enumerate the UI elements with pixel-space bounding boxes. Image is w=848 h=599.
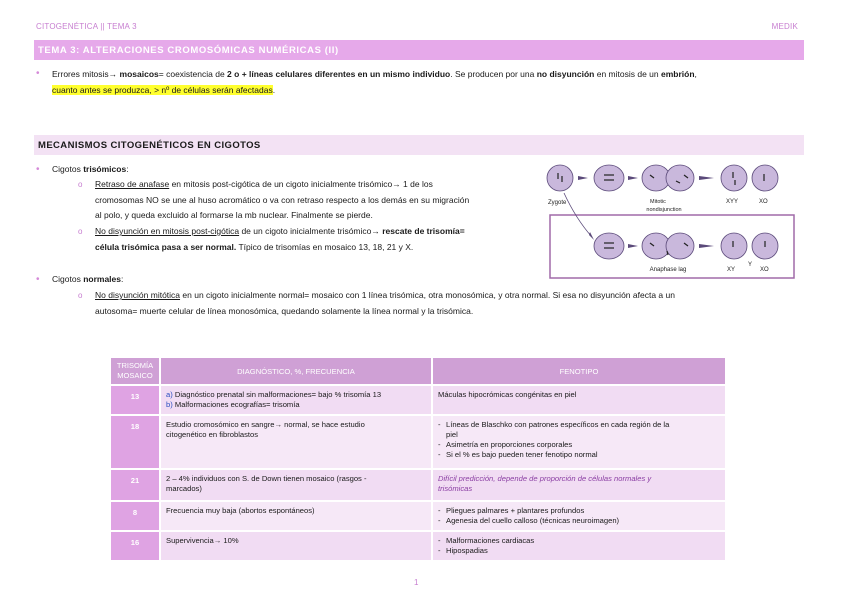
row-18-number: 18 [110,415,160,469]
header-right: MEDIK [771,22,798,31]
row-18-phenotype: - Líneas de Blaschko con patrones específicos en cada región de la piel - Asimetría en proporciones corporales - Si el % es bajo pueden tener fenotipo normal [432,415,726,469]
highlighted-text: cuanto antes se produzca, > nº de células serán afectadas [52,84,273,95]
row-13-diagnosis: a) Diagnóstico prenatal sin malformaciones= bajo % trisomía 13 b) Malformaciones ecografías= trisomía [160,385,432,415]
table-row [110,385,726,415]
mitosis-cell [594,165,624,191]
arrow-icon [628,244,638,248]
daughter-cell [721,165,747,191]
label-xyy: XYY [726,199,739,205]
daughter-cell [721,233,747,259]
row-21-number: 21 [110,469,160,501]
zygote-cell [547,165,573,191]
bullet-icon: • [36,68,40,79]
arrow-icon [589,232,594,240]
header-fenotipo: FENOTIPO [432,357,726,385]
trisomicos-label: Cigotos trisómicos: [52,164,129,174]
label-anaphase-lag: Anaphase lag [649,267,687,273]
trisomicos-item-1: Retraso de anafase en mitosis post-cigótica de un cigoto inicialmente trisómico→ 1 de los cromosomas NO se une al huso acromático o va con retraso respecto a los demás en su migración al polo, y queda excluido al formarse la mb nuclear. Finalmente se pierde. [95,179,470,220]
row-16-diagnosis: Supervivencia→ 10% [160,531,432,561]
mitosis-cell [594,233,624,259]
dividing-cell [666,165,694,191]
daughter-cell [752,165,778,191]
normales-item-1: No disyunción mitótica en un cigoto inicialmente normal= mosaico con 1 línea trisómica, otra monosómica, y otra normal. Si esa no disyunción afecta a un autosoma= muerte celular de línea monosómica, quedando solamente la línea normal y la trisómica. [95,290,675,316]
arrow-icon [628,176,638,180]
arrow-icon [699,244,714,248]
label-xo: XO [759,199,768,205]
table-header-row [110,357,726,385]
trisomicos-item-2: No disyunción en mitosis post-cigótica de un cigoto inicialmente trisómico→ rescate de trisomía= célula trisómica pasa a ser normal. Típico de trisomías en mosaico 13, 18, 21 y X. [95,226,465,252]
row-13-number: 13 [110,385,160,415]
mosaic-table [109,356,727,562]
header-diagnostico: DIAGNÓSTICO, %, FRECUENCIA [160,357,432,385]
arrow-icon [699,176,714,180]
table-row [110,469,726,501]
label-nondisjunction: nondisjunction [646,207,682,213]
bullet-icon: • [36,274,40,285]
row-21-diagnosis: 2 – 4% individuos con S. de Down tienen mosaico (rasgos - marcados) [160,469,432,501]
table-row [110,501,726,531]
sub-bullet-icon: o [78,227,83,236]
sub-bullet-icon: o [78,291,83,300]
title-band: TEMA 3: ALTERACIONES CROMOSÓMICAS NUMÉRICAS (II) [34,40,804,60]
row-13-phenotype: Máculas hipocrómicas congénitas en piel [432,385,726,415]
row-21-phenotype: Difícil predicción, depende de proporción de células normales y trisómicas [432,469,726,501]
label-y: Y [748,262,753,268]
mitosis-diagram [546,159,796,280]
row-16-number: 16 [110,531,160,561]
table-row [110,531,726,561]
dividing-cell [666,233,694,259]
row-8-phenotype: - Pliegues palmares + plantares profundos - Agenesia del cuello calloso (técnicas neuroimagen) [432,501,726,531]
label-mitotic: Mitotic [650,199,666,205]
row-8-number: 8 [110,501,160,531]
label-xy: XY [727,267,736,273]
page-number: 1 [414,578,419,587]
arrow-icon [578,176,588,180]
normales-label: Cigotos normales: [52,274,124,284]
table-row [110,415,726,469]
row-16-phenotype: - Malformaciones cardiacas - Hipospadias [432,531,726,561]
header-left: CITOGENÉTICA || TEMA 3 [36,22,137,31]
row-18-diagnosis: Estudio cromosómico en sangre→ normal, se hace estudio citogenético en fibroblastos [160,415,432,469]
label-xo-2: XO [760,267,769,273]
section-band: MECANISMOS CITOGENÉTICOS EN CIGOTOS [34,135,804,155]
intro-paragraph: Errores mitosis→ mosaicos= coexistencia de 2 o + líneas celulares diferentes en un mismo individuo. Se producen por una no disyunción en mitosis de un embrión, cuanto antes se produzca, > nº de células serán afectadas. [52,69,697,95]
sub-bullet-icon: o [78,180,83,189]
header-trisomia: TRISOMÍA MOSAICO [110,357,160,385]
bullet-icon: • [36,164,40,175]
row-8-diagnosis: Frecuencia muy baja (abortos espontáneos) [160,501,432,531]
label-zygote: Zygote [548,200,567,206]
